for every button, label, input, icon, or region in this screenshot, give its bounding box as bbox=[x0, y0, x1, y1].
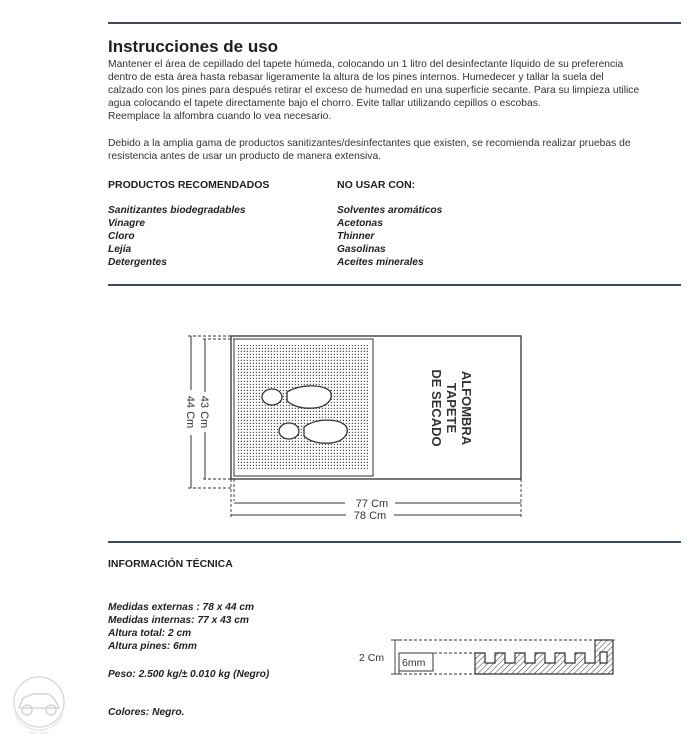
list-item: Lejía bbox=[108, 244, 132, 255]
list-item: Thinner bbox=[337, 231, 375, 242]
outer-width-label: 78 Cm bbox=[353, 510, 387, 522]
list-item: Aceites minerales bbox=[337, 257, 424, 268]
spec-line: Altura pines: 6mm bbox=[108, 641, 197, 652]
recommendation-paragraph bbox=[108, 137, 653, 163]
paragraph-line: calzado con los pines para después retirar el exceso de humedad en una superficie secante. Para su limpieza utilice bbox=[108, 85, 640, 96]
do-not-use-list bbox=[337, 204, 442, 269]
recommended-list bbox=[108, 204, 246, 269]
colors-spec: Colores: Negro. bbox=[108, 707, 185, 718]
lower-divider bbox=[108, 541, 681, 543]
paragraph-line: agua colocando el tapete directamente bajo el chorro. Evite tallar utilizando cepillos o escobas. bbox=[108, 98, 541, 109]
list-item: Sanitizantes biodegradables bbox=[108, 205, 246, 216]
list-item: Cloro bbox=[108, 231, 135, 242]
list-item: Detergentes bbox=[108, 257, 167, 268]
weight-spec: Peso: 2.500 kg/± 0.010 kg (Negro) bbox=[108, 669, 270, 680]
section-title: Instrucciones de uso bbox=[108, 37, 279, 56]
logo-caption: EST. 1902 bbox=[29, 730, 49, 735]
car-logo-icon bbox=[9, 674, 69, 736]
technical-specs bbox=[108, 601, 254, 653]
spec-line: Altura total: 2 cm bbox=[108, 628, 192, 639]
spec-line: Medidas internas: 77 x 43 cm bbox=[108, 615, 249, 626]
mat-diagram bbox=[0, 290, 699, 550]
paragraph-line: Reemplace la alfombra cuando lo vea necesario. bbox=[108, 111, 332, 122]
inner-width-label: 77 Cm bbox=[355, 498, 389, 510]
list-item: Vinagre bbox=[108, 218, 145, 229]
inner-height-label: 43 Cm bbox=[198, 395, 210, 429]
total-height-label: 2 Cm bbox=[359, 652, 385, 664]
list-item: Acetonas bbox=[337, 218, 383, 229]
spec-line: Medidas externas : 78 x 44 cm bbox=[108, 602, 255, 613]
list-item: Gasolinas bbox=[337, 244, 386, 255]
mat-label-line: TAPETE bbox=[444, 382, 459, 434]
mat-label-line: DE SECADO bbox=[429, 369, 444, 447]
middle-divider bbox=[108, 284, 681, 286]
list-item: Solventes aromáticos bbox=[337, 205, 443, 216]
profile-shape bbox=[475, 640, 613, 674]
paragraph-line: dentro de esta área hasta rebasar ligeramente la altura de los pines internos. Humedecer y tallar la suela del bbox=[108, 72, 604, 83]
do-not-use-heading: NO USAR CON: bbox=[337, 179, 416, 191]
drying-mat-label bbox=[429, 369, 474, 446]
top-divider bbox=[108, 22, 681, 24]
mat-label-line: ALFOMBRA bbox=[459, 370, 474, 446]
recommended-heading: PRODUCTOS RECOMENDADOS bbox=[108, 179, 270, 191]
paragraph-line: Debido a la amplia gama de productos sanitizantes/desinfectantes que existen, se recomienda realizar pruebas de bbox=[108, 138, 631, 149]
outer-height-label: 44 Cm bbox=[184, 395, 196, 429]
instructions-paragraph bbox=[108, 58, 653, 123]
pin-height-label: 6mm bbox=[402, 657, 426, 669]
profile-diagram bbox=[355, 632, 675, 692]
paragraph-line: Mantener el área de cepillado del tapete húmeda, colocando un 1 litro del desinfectante líquido de su preferencia bbox=[108, 59, 624, 70]
technical-heading: INFORMACIÓN TÉCNICA bbox=[108, 558, 233, 570]
paragraph-line: resistencia antes de usar un producto de manera extensiva. bbox=[108, 151, 382, 162]
